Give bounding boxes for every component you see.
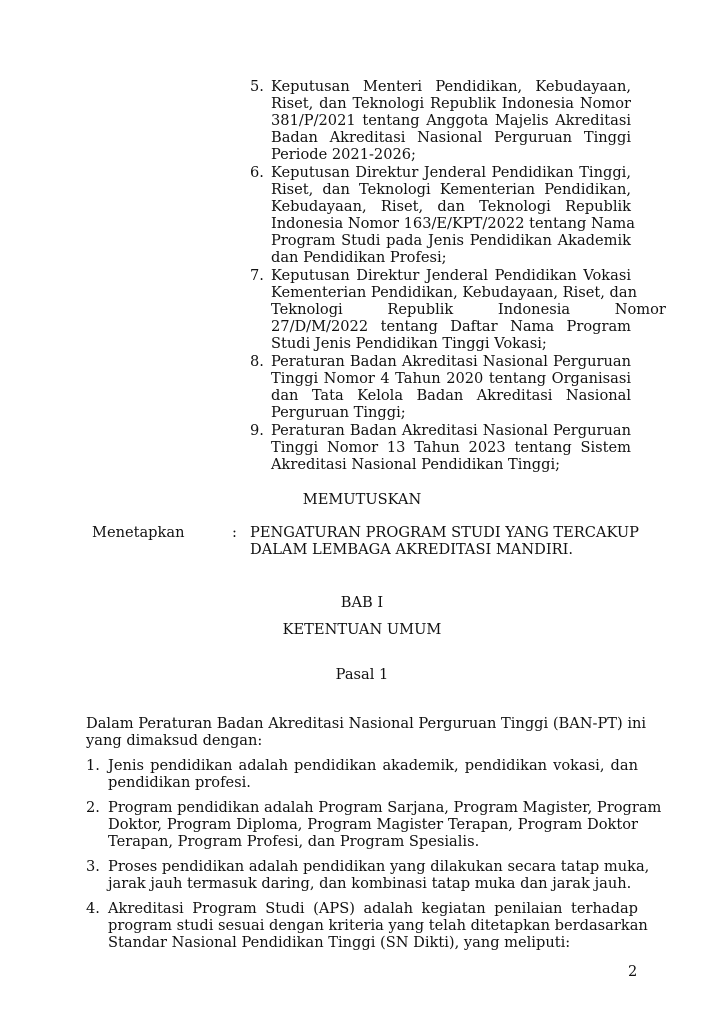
list-item-line: Tinggi Nomor 13 Tahun 2023 tentang Sistem [271, 439, 631, 456]
list-item-number: 7. [250, 267, 264, 284]
list-item-number: 8. [250, 353, 264, 370]
list-item-line: Program Studi pada Jenis Pendidikan Akademik [271, 232, 631, 249]
definition-line: jarak jauh termasuk daring, dan kombinasi tatap muka dan jarak jauh. [108, 875, 632, 892]
chapter-number: BAB I [340, 594, 384, 611]
definition-line: Terapan, Program Profesi, dan Program Spesialis. [108, 833, 480, 850]
definition-number: 4. [86, 900, 100, 917]
list-item-line: 27/D/M/2022 tentang Daftar Nama Program [271, 318, 631, 335]
decision-heading: MEMUTUSKAN [302, 491, 422, 508]
definition-line: Jenis pendidikan adalah pendidikan akademik, pendidikan vokasi, dan [108, 757, 638, 774]
list-item-line: Keputusan Direktur Jenderal Pendidikan Vokasi [271, 267, 631, 284]
list-item-line: Tinggi Nomor 4 Tahun 2020 tentang Organisasi [271, 370, 631, 387]
list-item-line: dan Pendidikan Profesi; [271, 249, 447, 266]
list-item-line: Teknologi Republik Indonesia Nomor [271, 301, 666, 318]
decision-text-line: PENGATURAN PROGRAM STUDI YANG TERCAKUP [250, 524, 639, 541]
list-item-line: Badan Akreditasi Nasional Perguruan Tinggi [271, 129, 631, 146]
list-item-line: Keputusan Direktur Jenderal Pendidikan Tinggi, [271, 164, 631, 181]
chapter-title: KETENTUAN UMUM [282, 621, 442, 638]
definition-line: Doktor, Program Diploma, Program Magister Terapan, Program Doktor [108, 816, 638, 833]
list-item-line: Perguruan Tinggi; [271, 404, 406, 421]
decision-colon: : [232, 524, 237, 541]
list-item-line: dan Tata Kelola Badan Akreditasi Nasional [271, 387, 631, 404]
definition-number: 2. [86, 799, 100, 816]
list-item-line: Akreditasi Nasional Pendidikan Tinggi; [271, 456, 561, 473]
definition-line: Akreditasi Program Studi (APS) adalah kegiatan penilaian terhadap [108, 900, 638, 917]
list-item-line: Kementerian Pendidikan, Kebudayaan, Riset, dan [271, 284, 637, 301]
definition-line: Program pendidikan adalah Program Sarjana, Program Magister, Program [108, 799, 662, 816]
list-item-line: Studi Jenis Pendidikan Tinggi Vokasi; [271, 335, 547, 352]
list-item-line: 381/P/2021 tentang Anggota Majelis Akreditasi [271, 112, 631, 129]
list-item-line: Peraturan Badan Akreditasi Nasional Perguruan [271, 422, 631, 439]
list-item-line: Riset, dan Teknologi Kementerian Pendidikan, [271, 181, 631, 198]
page-number: 2 [628, 963, 638, 980]
decision-text-line: DALAM LEMBAGA AKREDITASI MANDIRI. [250, 541, 573, 558]
list-item-number: 5. [250, 78, 264, 95]
definition-line: Proses pendidikan adalah pendidikan yang dilakukan secara tatap muka, [108, 858, 650, 875]
list-item-line: Indonesia Nomor 163/E/KPT/2022 tentang Nama [271, 215, 635, 232]
definition-number: 1. [86, 757, 100, 774]
list-item-line: Peraturan Badan Akreditasi Nasional Perguruan [271, 353, 631, 370]
definition-line: program studi sesuai dengan kriteria yang telah ditetapkan berdasarkan [108, 917, 648, 934]
definition-line: Standar Nasional Pendidikan Tinggi (SN Dikti), yang meliputi: [108, 934, 571, 951]
list-item-line: Kebudayaan, Riset, dan Teknologi Republik [271, 198, 631, 215]
definition-number: 3. [86, 858, 100, 875]
decision-label: Menetapkan [92, 524, 185, 541]
intro-line: yang dimaksud dengan: [86, 732, 263, 749]
list-item-number: 9. [250, 422, 264, 439]
list-item-line: Periode 2021-2026; [271, 146, 416, 163]
definition-line: pendidikan profesi. [108, 774, 251, 791]
list-item-number: 6. [250, 164, 264, 181]
intro-line: Dalam Peraturan Badan Akreditasi Nasional Perguruan Tinggi (BAN-PT) ini [86, 715, 647, 732]
list-item-line: Riset, dan Teknologi Republik Indonesia Nomor [271, 95, 631, 112]
considering-list [0, 0, 724, 480]
list-item-line: Keputusan Menteri Pendidikan, Kebudayaan, [271, 78, 631, 95]
article-heading: Pasal 1 [335, 666, 389, 683]
